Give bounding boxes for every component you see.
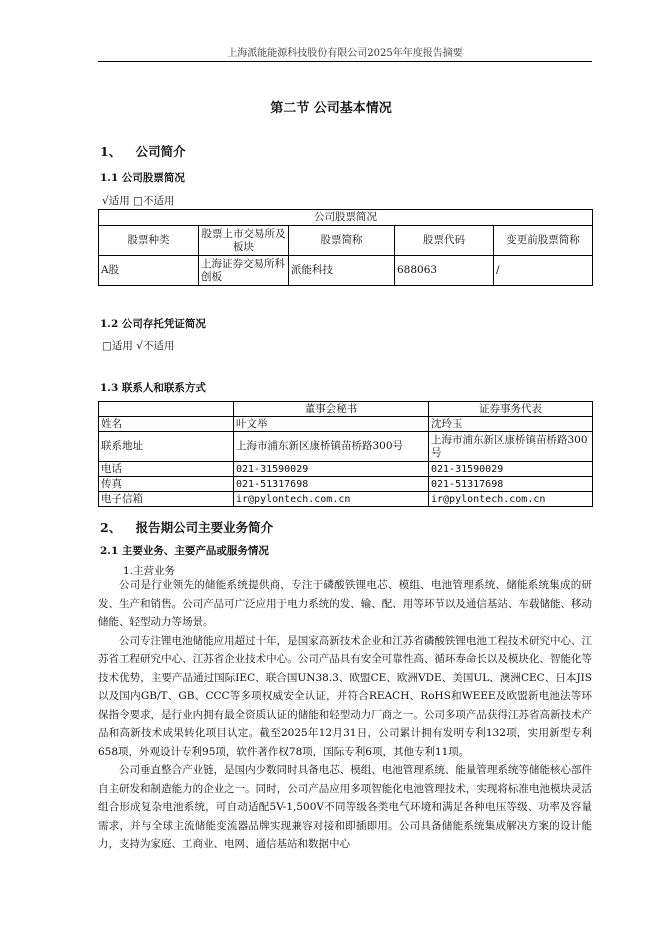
stock-cell: / xyxy=(494,256,593,286)
stock-header: 股票简称 xyxy=(289,226,395,256)
heading-2-number: 2、 xyxy=(100,520,122,535)
stock-cell: 派能科技 xyxy=(289,256,395,286)
contact-label: 电子信箱 xyxy=(99,492,234,507)
contact-header: 董事会秘书 xyxy=(234,402,429,417)
subheading-main-business: 1.主营业务 xyxy=(123,565,176,577)
stock-cell: A股 xyxy=(99,256,199,286)
contact-cell: 021-31590029 xyxy=(429,462,593,477)
heading-1 xyxy=(100,142,186,160)
contact-label: 联系地址 xyxy=(99,432,234,462)
heading-2 xyxy=(100,518,273,536)
contact-cell: 021-51317698 xyxy=(234,477,429,492)
paragraph: 公司垂直整合产业链，是国内少数同时具备电芯、模组、电池管理系统、能量管理系统等储能核心部件自主研发和制造能力的企业之一。同时，公司产品应用多项智能化电池管理技术，实现将标准电池模块灵活组合形成复杂电池系统，可自动适配5V-1,500V不同等级各类电气环境和满足各种电压等级、功率及容量需求，并与全球主流储能变流器品牌实现兼容对接和即插即用。公司具备储能系统集成解决方案的设计能力，支持为家庭、工商业、电网、通信基站和数据中心 xyxy=(98,764,592,850)
paragraph: 公司专注锂电池储能应用超过十年，是国家高新技术企业和江苏省磷酸铁锂电池工程技术研究中心、江苏省工程研究中心、江苏省企业技术中心。公司产品具有安全可靠性高、循环寿命长以及模块化、智能化等技术优势，主要产品通过国际IEC、联合国UN38.3、欧盟CE、欧洲VDE、美国UL、澳洲CEC、日本JIS以及国内GB/T、GB、CCC等多项权威安全认证，并符合REACH、RoHS和WEEE及欧盟新电池法等环保指令要求，是行业内拥有最全资质认证的储能和轻型动力厂商之一。公司多项产品获得江苏省高新技术产品和高新技术成果转化项目认定。截至2025年12月31日，公司累计拥有发明专利132项，实用新型专利658项，外观设计专利95项，软件著作权78项，国际专利6项，其他专利11项。 xyxy=(98,634,592,758)
contact-header: 证券事务代表 xyxy=(429,402,593,417)
heading-1-3: 1.3 联系人和联系方式 xyxy=(100,382,206,394)
heading-1-1: 1.1 公司股票简况 xyxy=(100,172,185,184)
contact-email: ir@pylontech.com.cn xyxy=(234,492,429,507)
business-text xyxy=(98,576,592,854)
applicability-1-2: □适用 √不适用 xyxy=(102,340,175,352)
page-header: 上海派能能源科技股份有限公司2025年年度报告摘要 xyxy=(227,48,463,59)
contact-cell: 沈玲玉 xyxy=(429,417,593,432)
stock-cell: 上海证券交易所科创板 xyxy=(199,256,289,286)
contact-email: ir@pylontech.com.cn xyxy=(429,492,593,507)
contact-cell: 上海市浦东新区康桥镇苗桥路300号 xyxy=(429,432,593,462)
section-title: 第二节 公司基本情况 xyxy=(270,101,392,116)
stock-table xyxy=(98,209,593,286)
heading-1-number: 1、 xyxy=(100,144,122,159)
heading-1-title: 公司简介 xyxy=(135,144,186,159)
contact-cell: 021-31590029 xyxy=(234,462,429,477)
contact-label: 姓名 xyxy=(99,417,234,432)
paragraph: 公司是行业领先的储能系统提供商，专注于磷酸铁锂电芯、模组、电池管理系统、储能系统集成的研发、生产和销售。公司产品可广泛应用于电力系统的发、输、配、用等环节以及通信基站、车载储能、移动储能、轻型动力等场景。 xyxy=(98,579,592,628)
contact-cell: 上海市浦东新区康桥镇苗桥路300号 xyxy=(234,432,429,462)
stock-table-caption: 公司股票简况 xyxy=(99,210,593,226)
heading-1-2: 1.2 公司存托凭证简况 xyxy=(100,318,206,330)
contact-label: 传真 xyxy=(99,477,234,492)
stock-header: 股票代码 xyxy=(395,226,494,256)
heading-2-1: 2.1 主要业务、主要产品或服务情况 xyxy=(100,545,269,557)
contact-header xyxy=(99,402,234,417)
stock-header: 股票上市交易所及板块 xyxy=(199,226,289,256)
stock-cell: 688063 xyxy=(395,256,494,286)
stock-header: 股票种类 xyxy=(99,226,199,256)
stock-header: 变更前股票简称 xyxy=(494,226,593,256)
applicability-1-1: √适用 □不适用 xyxy=(102,195,175,207)
contact-cell: 021-51317698 xyxy=(429,477,593,492)
contact-label: 电话 xyxy=(99,462,234,477)
heading-2-title: 报告期公司主要业务简介 xyxy=(135,520,274,535)
contact-table xyxy=(98,401,593,507)
header-rule xyxy=(98,61,592,62)
contact-cell: 叶文举 xyxy=(234,417,429,432)
